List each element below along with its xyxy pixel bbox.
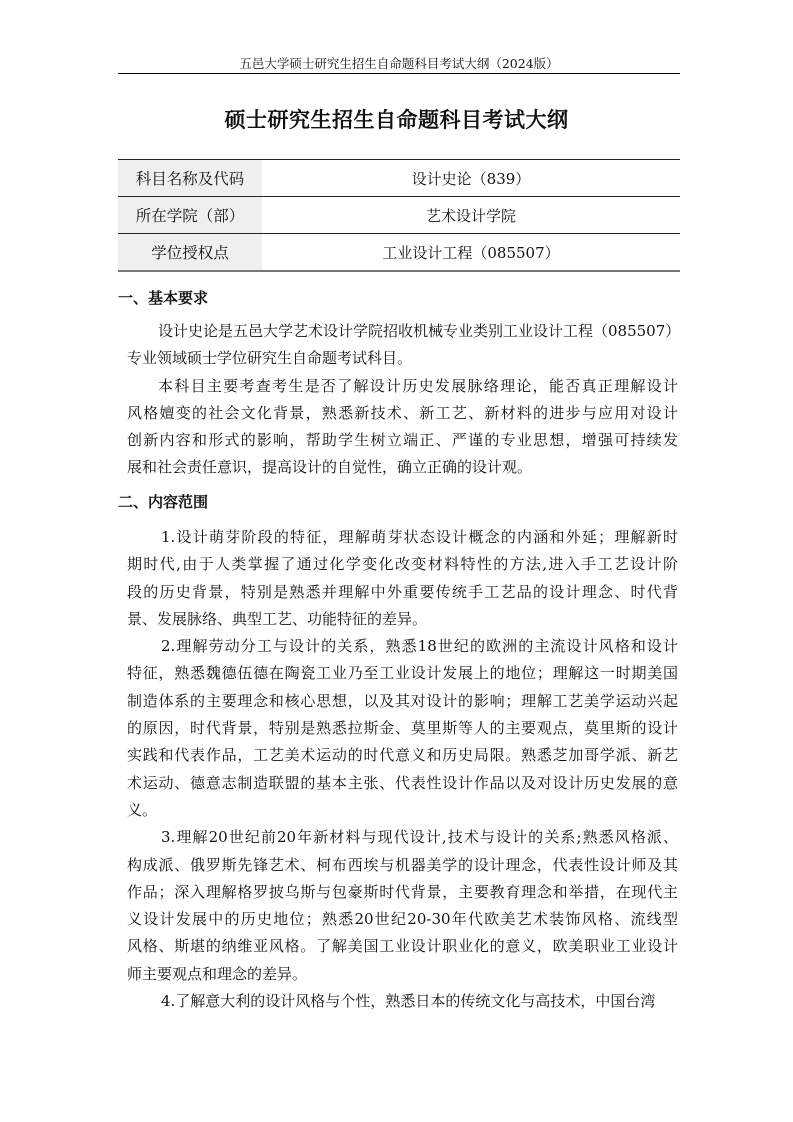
text-line: 实践和代表作品，工艺美术运动的时代意义和历史局限。熟悉芝加哥学派、新艺: [127, 746, 678, 765]
text-line: 1.设计萌芽阶段的特征，理解萌芽状态设计概念的内涵和外延；理解新时: [161, 528, 678, 546]
text-line: 风格、斯堪的纳维亚风格。了解美国工业设计职业化的意义，欧美职业工业设计: [127, 937, 678, 956]
row-value: 艺术设计学院: [262, 197, 680, 234]
section-content-scope-body: [127, 524, 678, 1015]
row-value: 工业设计工程（085507）: [262, 234, 680, 272]
text-line: 义设计发展中的历史地位；熟悉20世纪20-30年代欧美艺术装饰风格、流线型: [127, 910, 678, 929]
text-line: 作品；深入理解格罗披乌斯与包豪斯时代背景，主要教育理念和举措，在现代主: [127, 882, 678, 901]
table-row: [118, 160, 680, 197]
paragraph: [127, 824, 678, 988]
paragraph: [127, 633, 678, 824]
row-label: 学位授权点: [118, 234, 262, 272]
text-line: 的原因，时代背景，特别是熟悉拉斯金、莫里斯等人的主要观点，莫里斯的设计: [127, 719, 678, 738]
paragraph: [127, 373, 678, 482]
text-line: 构成派、俄罗斯先锋艺术、柯布西埃与机器美学的设计理念，代表性设计师及其: [127, 855, 678, 874]
text-line: 段的历史背景，特别是熟悉并理解中外重要传统手工艺品的设计理念、时代背: [127, 582, 678, 601]
text-line: 4.了解意大利的设计风格与个性，熟悉日本的传统文化与高技术，中国台湾: [161, 992, 656, 1011]
header-divider: [118, 73, 680, 74]
text-line: 本科目主要考查考生是否了解设计历史发展脉络理论，能否真正理解设计: [158, 376, 678, 395]
running-header: 五邑大学硕士研究生招生自命题科目考试大纲（2024版）: [239, 56, 559, 71]
text-line: 2.理解劳动分工与设计的关系，熟悉18世纪的欧洲的主流设计风格和设计: [161, 637, 678, 656]
section-basic-requirements-body: [127, 318, 681, 482]
text-line: 设计史论是五邑大学艺术设计学院招收机械专业类别工业设计工程（085507）: [158, 322, 681, 340]
text-line: 创新内容和形式的影响，帮助学生树立端正、严谨的专业思想，增强可持续发: [127, 431, 678, 450]
section-heading-basic-requirements: 一、基本要求: [118, 289, 209, 307]
table-row: [118, 197, 680, 234]
text-line: 义。: [127, 800, 158, 819]
text-line: 3.理解20世纪前20年新材料与现代设计,技术与设计的关系;熟悉风格派、: [161, 828, 678, 847]
row-label: 科目名称及代码: [118, 160, 262, 197]
paragraph: [127, 524, 678, 633]
text-line: 术运动、德意志制造联盟的基本主张、代表性设计作品以及对设计历史发展的意: [127, 773, 678, 792]
text-line: 制造体系的主要理念和核心思想，以及其对设计的影响；理解工艺美学运动兴起: [127, 691, 678, 710]
text-line: 期时代,由于人类掌握了通过化学变化改变材料特性的方法,进入手工艺设计阶: [127, 555, 678, 574]
text-line: 特征，熟悉魏德伍德在陶瓷工业乃至工业设计发展上的地位；理解这一时期美国: [127, 664, 678, 683]
page-title: 硕士研究生招生自命题科目考试大纲: [224, 108, 569, 132]
text-line: 师主要观点和理念的差异。: [127, 964, 308, 983]
row-label: 所在学院（部）: [118, 197, 262, 234]
text-line: 景、发展脉络、典型工艺、功能特征的差异。: [127, 609, 428, 628]
text-line: 风格嬗变的社会文化背景，熟悉新技术、新工艺、新材料的进步与应用对设计: [127, 403, 678, 422]
row-value: 设计史论（839）: [262, 160, 680, 197]
text-line: 展和社会责任意识，提高设计的自觉性，确立正确的设计观。: [127, 458, 533, 477]
table-row: [118, 234, 680, 272]
paragraph: [127, 318, 681, 373]
paragraph: [127, 988, 678, 1015]
text-line: 专业领域硕士学位研究生自命题考试科目。: [127, 349, 413, 368]
info-table: [118, 159, 680, 272]
section-heading-content-scope: 二、内容范围: [118, 493, 209, 511]
